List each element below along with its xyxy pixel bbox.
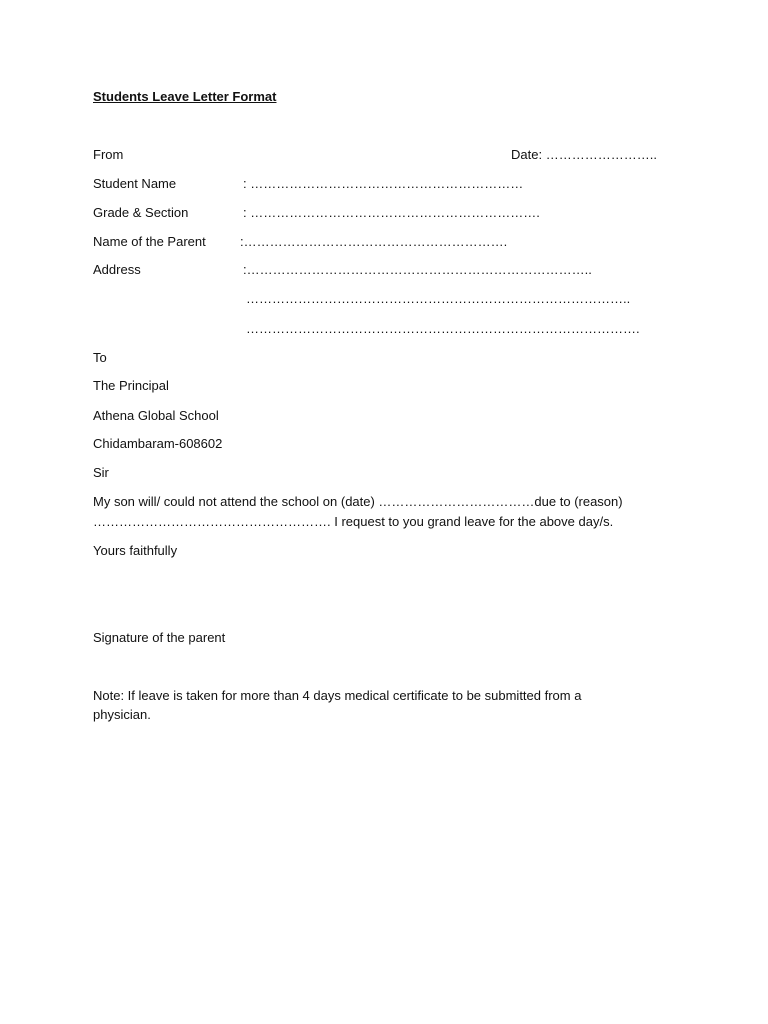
from-label: From bbox=[93, 147, 124, 162]
salutation: Sir bbox=[93, 465, 109, 480]
student-name-label: Student Name bbox=[93, 176, 177, 191]
address-label: Address bbox=[93, 262, 141, 277]
address-value: :…………………………………………………………………….. bbox=[243, 262, 592, 277]
recipient-school: Athena Global School bbox=[93, 408, 219, 423]
date-label: Date: bbox=[511, 147, 543, 162]
parent-name-label: Name of the Parent bbox=[93, 234, 206, 249]
closing: Yours faithfully bbox=[93, 543, 178, 558]
recipient-title: The Principal bbox=[93, 378, 169, 393]
to-label: To bbox=[93, 350, 107, 365]
note-line-2: physician. bbox=[93, 707, 151, 722]
note-line-1: Note: If leave is taken for more than 4 days medical certificate to be submitted from a bbox=[93, 688, 582, 703]
recipient-location: Chidambaram-608602 bbox=[93, 436, 223, 451]
body-line-2: ………………………………………………. I request to you grand leave for the above day/s. bbox=[93, 514, 614, 529]
date-value: …………………….. bbox=[545, 147, 657, 162]
student-name-value: : ……………………………………………………… bbox=[243, 176, 524, 191]
date-field bbox=[511, 147, 657, 163]
address-line-3: ………………………………………………………………………………. bbox=[246, 321, 640, 336]
document-title: Students Leave Letter Format bbox=[93, 89, 277, 104]
address-line-2: …………………………………………………………………………….. bbox=[246, 291, 631, 306]
parent-name-value: :……………………………………………………. bbox=[240, 234, 508, 249]
body-line-1: My son will/ could not attend the school on (date) ………………………………due to (reason) bbox=[93, 494, 623, 509]
grade-section-value: : …………………………………………………………. bbox=[243, 205, 540, 220]
signature-label: Signature of the parent bbox=[93, 630, 226, 645]
grade-section-label: Grade & Section bbox=[93, 205, 189, 220]
